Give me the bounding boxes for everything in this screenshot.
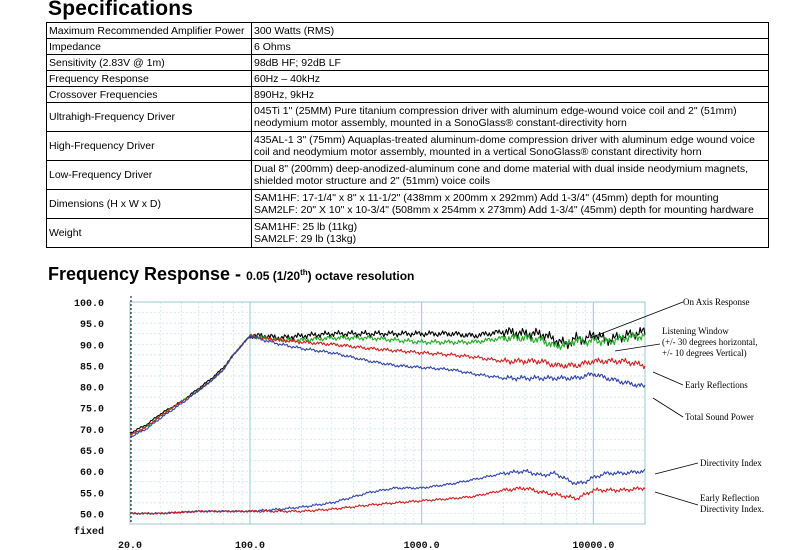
spec-value: SAM1HF: 25 lb (11kg) SAM2LF: 29 lb (13kg) xyxy=(252,219,769,248)
spec-label: Low-Frequency Driver xyxy=(47,161,252,190)
y-tick-label: 95.0 xyxy=(79,320,104,332)
y-tick-label: 80.0 xyxy=(79,383,104,395)
annotation-label: Early Reflections xyxy=(685,380,748,390)
y-tick-label: 70.0 xyxy=(79,425,104,437)
annotation-leader xyxy=(615,344,660,351)
annotation-label: +/- 10 degrees Vertical) xyxy=(662,348,747,358)
annotation-label: Directivity Index xyxy=(700,458,762,468)
spec-label: Dimensions (H x W x D) xyxy=(47,190,252,219)
x-tick-label: 1000.0 xyxy=(403,541,440,550)
x-tick-label: 100.0 xyxy=(234,541,265,550)
spec-value: 890Hz, 9kHz xyxy=(252,87,769,103)
x-tick-label: 10000.0 xyxy=(572,541,615,550)
annotation-leader xyxy=(653,398,683,417)
x-tick-label: 20.0 xyxy=(117,541,143,550)
y-tick-label: 65.0 xyxy=(79,447,104,458)
y-tick-label: 55.0 xyxy=(79,489,104,501)
y-tick-label: 90.0 xyxy=(79,341,104,353)
annotation-label: Early Reflection xyxy=(700,493,760,503)
spec-value: SAM1HF: 17-1/4" x 8" x 11-1/2" (438mm x 200mm x 292mm) Add 1-3/4" (45mm) depth for mounting SAM2LF: 20" X 10" x 10-3/4" (508mm x 254mm x 273mm) Add 1-3/4" (45mm) depth for mounting hardware xyxy=(252,190,769,219)
spec-label: Ultrahigh-Frequency Driver xyxy=(47,103,252,132)
resolution-note: 0.05 (1/20th) octave resolution xyxy=(246,268,415,283)
spec-value: 300 Watts (RMS) xyxy=(252,23,769,39)
specifications-title: Specifications xyxy=(48,0,194,20)
y-tick-label: 85.0 xyxy=(79,362,104,374)
series-line-5 xyxy=(130,469,645,514)
spec-label: High-Frequency Driver xyxy=(47,132,252,161)
spec-label: Frequency Response xyxy=(47,71,252,87)
spec-value: 98dB HF; 92dB LF xyxy=(252,55,769,71)
spec-label: Crossover Frequencies xyxy=(47,87,252,103)
annotation-leader xyxy=(655,463,698,474)
annotation-label: (+/- 30 degrees horizontal, xyxy=(662,337,758,347)
annotation-label: Directivity Index. xyxy=(700,504,764,514)
spec-value: Dual 8" (200mm) deep-anodized-aluminum cone and dome material with dual inside neodymium magnets, shielded motor structure and 2" (51mm) voice coils xyxy=(252,161,769,190)
spec-label: Impedance xyxy=(47,39,252,55)
series-line-3 xyxy=(130,334,645,435)
annotation-label: Total Sound Power xyxy=(685,412,754,422)
y-tick-label-fixed: fixed xyxy=(73,527,104,538)
spec-value: 045Ti 1" (25MM) Pure titanium compression driver with aluminum edge-wound voice coil and 2" (51mm) neodymium motor assembly, mounted in a SonoGlass® constant-directivity horn xyxy=(252,103,769,132)
annotation-leader xyxy=(655,492,698,505)
spec-value: 60Hz – 40kHz xyxy=(252,71,769,87)
spec-label: Weight xyxy=(47,219,252,248)
y-tick-label: 75.0 xyxy=(79,404,104,416)
y-tick-label: 50.0 xyxy=(79,510,104,522)
spec-value: 6 Ohms xyxy=(252,39,769,55)
series-line-6 xyxy=(130,487,645,515)
spec-label: Maximum Recommended Amplifier Power xyxy=(47,23,252,39)
annotation-label: Listening Window xyxy=(662,326,729,336)
annotation-leader xyxy=(653,372,683,385)
y-tick-label: 100.0 xyxy=(73,299,104,310)
spec-label: Sensitivity (2.83V @ 1m) xyxy=(47,55,252,71)
spec-value: 435AL-1 3" (75mm) Aquaplas-treated aluminum-dome compression driver with aluminum edge wound voice coil and neodymium motor assembly, mounted in a vertical SonoGlass® constant directivity horn xyxy=(252,132,769,161)
annotation-label: On Axis Response xyxy=(683,297,750,307)
y-tick-label: 60.0 xyxy=(79,468,104,480)
frequency-response-title-main: Frequency Response - xyxy=(48,264,247,284)
